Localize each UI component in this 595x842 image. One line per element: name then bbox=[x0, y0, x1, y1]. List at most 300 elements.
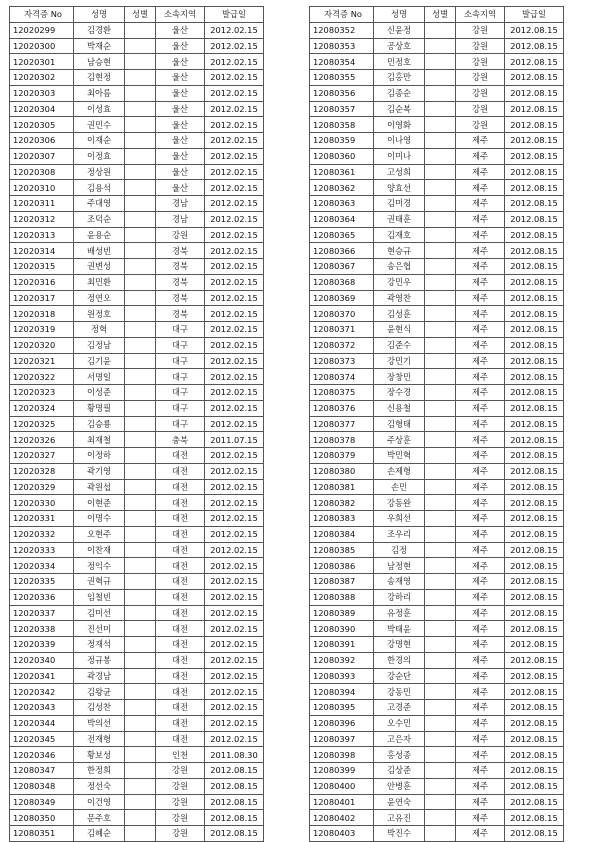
cell-name: 고유진 bbox=[374, 810, 425, 826]
cell-license-no: 12080358 bbox=[310, 117, 374, 133]
cell-gender bbox=[125, 22, 156, 38]
cell-name: 이영화 bbox=[374, 117, 425, 133]
cell-region: 대전 bbox=[156, 637, 205, 653]
cell-issue-date: 2012.08.15 bbox=[505, 274, 564, 290]
cell-issue-date: 2012.08.15 bbox=[505, 826, 564, 842]
cell-region: 제주 bbox=[456, 432, 505, 448]
cell-name: 김재호 bbox=[374, 227, 425, 243]
cell-name: 김미선 bbox=[74, 605, 125, 621]
cell-region: 대전 bbox=[156, 605, 205, 621]
table-row bbox=[10, 479, 264, 495]
cell-name: 김정남 bbox=[74, 337, 125, 353]
cell-license-no: 12080372 bbox=[310, 337, 374, 353]
cell-region: 울산 bbox=[156, 54, 205, 70]
table-row bbox=[310, 259, 564, 275]
cell-region: 울산 bbox=[156, 164, 205, 180]
cell-gender bbox=[125, 526, 156, 542]
cell-issue-date: 2012.08.15 bbox=[505, 463, 564, 479]
cell-region: 제주 bbox=[456, 637, 505, 653]
cell-name: 장창민 bbox=[374, 369, 425, 385]
cell-license-no: 12080389 bbox=[310, 605, 374, 621]
cell-region: 제주 bbox=[456, 763, 505, 779]
table-row bbox=[10, 684, 264, 700]
cell-license-no: 12020339 bbox=[10, 637, 74, 653]
cell-issue-date: 2012.02.15 bbox=[205, 385, 264, 401]
cell-gender bbox=[425, 259, 456, 275]
cell-license-no: 12020334 bbox=[10, 558, 74, 574]
cell-region: 제주 bbox=[456, 164, 505, 180]
cell-gender bbox=[125, 778, 156, 794]
cell-region: 제주 bbox=[456, 306, 505, 322]
header-region: 소속지역 bbox=[456, 7, 505, 23]
cell-issue-date: 2012.02.15 bbox=[205, 38, 264, 54]
cell-gender bbox=[125, 322, 156, 338]
cell-region: 강원 bbox=[156, 794, 205, 810]
cell-issue-date: 2012.08.15 bbox=[505, 180, 564, 196]
cell-name: 이성준 bbox=[74, 385, 125, 401]
table-row bbox=[310, 605, 564, 621]
table-row bbox=[10, 621, 264, 637]
table-row bbox=[10, 180, 264, 196]
cell-name: 김경환 bbox=[74, 22, 125, 38]
table-row bbox=[310, 747, 564, 763]
cell-gender bbox=[425, 416, 456, 432]
table-row bbox=[310, 668, 564, 684]
cell-name: 김승룡 bbox=[74, 416, 125, 432]
cell-region: 강원 bbox=[156, 778, 205, 794]
table-row bbox=[310, 684, 564, 700]
cell-region: 제주 bbox=[456, 353, 505, 369]
table-row bbox=[310, 637, 564, 653]
cell-issue-date: 2012.08.15 bbox=[505, 511, 564, 527]
cell-name: 권민수 bbox=[74, 117, 125, 133]
cell-license-no: 12020342 bbox=[10, 684, 74, 700]
table-row bbox=[10, 322, 264, 338]
cell-region: 대구 bbox=[156, 322, 205, 338]
cell-issue-date: 2012.08.15 bbox=[505, 101, 564, 117]
cell-issue-date: 2012.08.15 bbox=[505, 38, 564, 54]
cell-region: 제주 bbox=[456, 652, 505, 668]
cell-license-no: 12020336 bbox=[10, 589, 74, 605]
cell-region: 강원 bbox=[456, 38, 505, 54]
cell-name: 강동민 bbox=[374, 684, 425, 700]
cell-name: 신윤정 bbox=[374, 22, 425, 38]
cell-name: 전재형 bbox=[74, 731, 125, 747]
cell-license-no: 12080348 bbox=[10, 778, 74, 794]
cell-license-no: 12080401 bbox=[310, 794, 374, 810]
cell-region: 제주 bbox=[456, 526, 505, 542]
cell-gender bbox=[425, 290, 456, 306]
cell-name: 권혁규 bbox=[74, 574, 125, 590]
cell-gender bbox=[425, 54, 456, 70]
cell-region: 강원 bbox=[456, 101, 505, 117]
cell-region: 울산 bbox=[156, 117, 205, 133]
cell-gender bbox=[425, 117, 456, 133]
cell-region: 제주 bbox=[456, 400, 505, 416]
cell-license-no: 12080350 bbox=[10, 810, 74, 826]
cell-license-no: 12080359 bbox=[310, 133, 374, 149]
cell-license-no: 12080398 bbox=[310, 747, 374, 763]
table-row bbox=[10, 652, 264, 668]
cell-name: 안병훈 bbox=[374, 778, 425, 794]
cell-issue-date: 2011.08.30 bbox=[205, 747, 264, 763]
cell-license-no: 12080393 bbox=[310, 668, 374, 684]
cell-name: 남정현 bbox=[374, 558, 425, 574]
table-row bbox=[10, 164, 264, 180]
table-row bbox=[10, 432, 264, 448]
header-license-no: 자격증 No bbox=[10, 7, 74, 23]
cell-region: 경북 bbox=[156, 259, 205, 275]
header-gender: 성별 bbox=[425, 7, 456, 23]
cell-name: 강민기 bbox=[374, 353, 425, 369]
cell-region: 울산 bbox=[156, 101, 205, 117]
table-row bbox=[310, 70, 564, 86]
cell-gender bbox=[425, 196, 456, 212]
cell-region: 대전 bbox=[156, 684, 205, 700]
cell-gender bbox=[125, 558, 156, 574]
cell-gender bbox=[125, 668, 156, 684]
cell-gender bbox=[425, 763, 456, 779]
cell-issue-date: 2012.02.15 bbox=[205, 70, 264, 86]
cell-name: 조덕순 bbox=[74, 211, 125, 227]
table-row bbox=[310, 621, 564, 637]
cell-issue-date: 2012.08.15 bbox=[505, 385, 564, 401]
cell-license-no: 12020341 bbox=[10, 668, 74, 684]
cell-gender bbox=[125, 810, 156, 826]
cell-region: 강원 bbox=[456, 22, 505, 38]
cell-region: 경북 bbox=[156, 290, 205, 306]
cell-name: 강순단 bbox=[374, 668, 425, 684]
cell-license-no: 12020307 bbox=[10, 148, 74, 164]
cell-license-no: 12080380 bbox=[310, 463, 374, 479]
cell-issue-date: 2012.02.15 bbox=[205, 511, 264, 527]
cell-license-no: 12080392 bbox=[310, 652, 374, 668]
cell-gender bbox=[125, 274, 156, 290]
cell-issue-date: 2012.02.15 bbox=[205, 637, 264, 653]
cell-license-no: 12020324 bbox=[10, 400, 74, 416]
header-issue-date: 발급일 bbox=[205, 7, 264, 23]
cell-region: 제주 bbox=[456, 133, 505, 149]
cell-issue-date: 2012.08.15 bbox=[505, 542, 564, 558]
cell-issue-date: 2012.02.15 bbox=[205, 652, 264, 668]
cell-license-no: 12080367 bbox=[310, 259, 374, 275]
table-row bbox=[310, 448, 564, 464]
cell-region: 대전 bbox=[156, 731, 205, 747]
cell-gender bbox=[425, 38, 456, 54]
table-row bbox=[310, 38, 564, 54]
cell-region: 제주 bbox=[456, 826, 505, 842]
table-row bbox=[10, 369, 264, 385]
table-row bbox=[310, 353, 564, 369]
cell-region: 제주 bbox=[456, 211, 505, 227]
table-row bbox=[10, 243, 264, 259]
cell-name: 박재순 bbox=[74, 38, 125, 54]
table-row bbox=[310, 558, 564, 574]
table-row bbox=[310, 148, 564, 164]
cell-region: 제주 bbox=[456, 778, 505, 794]
cell-license-no: 12080378 bbox=[310, 432, 374, 448]
table-row bbox=[310, 227, 564, 243]
cell-license-no: 12020346 bbox=[10, 747, 74, 763]
header-row bbox=[310, 7, 564, 23]
cell-name: 우희선 bbox=[374, 511, 425, 527]
roster-table-right bbox=[309, 6, 564, 842]
cell-license-no: 12020327 bbox=[10, 448, 74, 464]
cell-license-no: 12020315 bbox=[10, 259, 74, 275]
cell-name: 황명필 bbox=[74, 400, 125, 416]
cell-issue-date: 2012.08.15 bbox=[505, 148, 564, 164]
cell-region: 제주 bbox=[456, 416, 505, 432]
cell-issue-date: 2012.02.15 bbox=[205, 133, 264, 149]
cell-gender bbox=[425, 511, 456, 527]
cell-issue-date: 2011.07.15 bbox=[205, 432, 264, 448]
cell-license-no: 12020332 bbox=[10, 526, 74, 542]
table-row bbox=[310, 731, 564, 747]
cell-region: 대전 bbox=[156, 542, 205, 558]
cell-license-no: 12080352 bbox=[310, 22, 374, 38]
cell-name: 배성빈 bbox=[74, 243, 125, 259]
cell-issue-date: 2012.02.15 bbox=[205, 196, 264, 212]
cell-region: 경북 bbox=[156, 274, 205, 290]
cell-license-no: 12020310 bbox=[10, 180, 74, 196]
cell-issue-date: 2012.08.15 bbox=[505, 85, 564, 101]
cell-issue-date: 2012.08.15 bbox=[505, 589, 564, 605]
cell-gender bbox=[125, 731, 156, 747]
table-row bbox=[310, 337, 564, 353]
cell-issue-date: 2012.02.15 bbox=[205, 306, 264, 322]
cell-license-no: 12020343 bbox=[10, 700, 74, 716]
cell-license-no: 12020337 bbox=[10, 605, 74, 621]
cell-license-no: 12080360 bbox=[310, 148, 374, 164]
cell-name: 이정하 bbox=[74, 448, 125, 464]
cell-gender bbox=[125, 148, 156, 164]
cell-name: 한경의 bbox=[374, 652, 425, 668]
cell-issue-date: 2012.08.15 bbox=[505, 117, 564, 133]
cell-region: 경남 bbox=[156, 211, 205, 227]
cell-license-no: 12080385 bbox=[310, 542, 374, 558]
cell-license-no: 12080383 bbox=[310, 511, 374, 527]
cell-gender bbox=[425, 448, 456, 464]
cell-name: 강명현 bbox=[374, 637, 425, 653]
cell-region: 울산 bbox=[156, 133, 205, 149]
cell-region: 제주 bbox=[456, 463, 505, 479]
table-row bbox=[310, 810, 564, 826]
cell-license-no: 12020340 bbox=[10, 652, 74, 668]
cell-gender bbox=[125, 101, 156, 117]
cell-name: 주대영 bbox=[74, 196, 125, 212]
header-name: 성명 bbox=[74, 7, 125, 23]
cell-gender bbox=[425, 385, 456, 401]
cell-region: 대구 bbox=[156, 337, 205, 353]
cell-gender bbox=[125, 495, 156, 511]
cell-region: 울산 bbox=[156, 148, 205, 164]
cell-license-no: 12080353 bbox=[310, 38, 374, 54]
cell-license-no: 12080402 bbox=[310, 810, 374, 826]
cell-license-no: 12020299 bbox=[10, 22, 74, 38]
cell-issue-date: 2012.02.15 bbox=[205, 117, 264, 133]
cell-gender bbox=[125, 511, 156, 527]
cell-name: 이성효 bbox=[74, 101, 125, 117]
table-row bbox=[310, 479, 564, 495]
cell-issue-date: 2012.08.15 bbox=[205, 826, 264, 842]
cell-region: 대구 bbox=[156, 385, 205, 401]
cell-name: 최재철 bbox=[74, 432, 125, 448]
cell-license-no: 12080363 bbox=[310, 196, 374, 212]
cell-gender bbox=[125, 621, 156, 637]
cell-license-no: 12080379 bbox=[310, 448, 374, 464]
header-region: 소속지역 bbox=[156, 7, 205, 23]
table-row bbox=[10, 38, 264, 54]
cell-license-no: 12080362 bbox=[310, 180, 374, 196]
cell-region: 제주 bbox=[456, 259, 505, 275]
cell-gender bbox=[425, 668, 456, 684]
cell-region: 제주 bbox=[456, 495, 505, 511]
cell-gender bbox=[125, 652, 156, 668]
cell-issue-date: 2012.02.15 bbox=[205, 148, 264, 164]
cell-issue-date: 2012.02.15 bbox=[205, 684, 264, 700]
cell-license-no: 12080365 bbox=[310, 227, 374, 243]
cell-gender bbox=[125, 589, 156, 605]
cell-license-no: 12080387 bbox=[310, 574, 374, 590]
table-row bbox=[310, 180, 564, 196]
cell-license-no: 12080351 bbox=[10, 826, 74, 842]
cell-license-no: 12080361 bbox=[310, 164, 374, 180]
table-row bbox=[10, 274, 264, 290]
cell-issue-date: 2012.08.15 bbox=[505, 637, 564, 653]
table-row bbox=[10, 117, 264, 133]
cell-region: 대전 bbox=[156, 511, 205, 527]
header-name: 성명 bbox=[374, 7, 425, 23]
cell-name: 김용석 bbox=[74, 180, 125, 196]
cell-issue-date: 2012.08.15 bbox=[505, 479, 564, 495]
cell-license-no: 12020304 bbox=[10, 101, 74, 117]
cell-issue-date: 2012.08.15 bbox=[205, 810, 264, 826]
cell-license-no: 12020303 bbox=[10, 85, 74, 101]
cell-region: 강원 bbox=[456, 85, 505, 101]
cell-region: 강원 bbox=[456, 117, 505, 133]
cell-gender bbox=[125, 684, 156, 700]
table-row bbox=[310, 763, 564, 779]
cell-gender bbox=[125, 180, 156, 196]
cell-license-no: 12080349 bbox=[10, 794, 74, 810]
cell-license-no: 12080399 bbox=[310, 763, 374, 779]
cell-issue-date: 2012.08.15 bbox=[505, 558, 564, 574]
cell-issue-date: 2012.02.15 bbox=[205, 164, 264, 180]
cell-gender bbox=[125, 463, 156, 479]
cell-region: 강원 bbox=[156, 763, 205, 779]
table-row bbox=[310, 715, 564, 731]
cell-name: 진선미 bbox=[74, 621, 125, 637]
cell-name: 최민환 bbox=[74, 274, 125, 290]
cell-issue-date: 2012.08.15 bbox=[505, 416, 564, 432]
cell-gender bbox=[425, 778, 456, 794]
cell-name: 김성훈 bbox=[374, 306, 425, 322]
cell-name: 원정호 bbox=[74, 306, 125, 322]
cell-gender bbox=[125, 38, 156, 54]
cell-gender bbox=[425, 652, 456, 668]
cell-name: 강동완 bbox=[374, 495, 425, 511]
cell-gender bbox=[425, 274, 456, 290]
table-row bbox=[310, 432, 564, 448]
cell-gender bbox=[125, 290, 156, 306]
cell-issue-date: 2012.08.15 bbox=[505, 196, 564, 212]
cell-name: 오수민 bbox=[374, 715, 425, 731]
cell-issue-date: 2012.08.15 bbox=[505, 652, 564, 668]
cell-region: 제주 bbox=[456, 558, 505, 574]
cell-name: 김미경 bbox=[374, 196, 425, 212]
cell-issue-date: 2012.02.15 bbox=[205, 731, 264, 747]
cell-license-no: 12080374 bbox=[310, 369, 374, 385]
cell-region: 경북 bbox=[156, 243, 205, 259]
cell-issue-date: 2012.08.15 bbox=[505, 22, 564, 38]
cell-region: 제주 bbox=[456, 369, 505, 385]
cell-region: 인천 bbox=[156, 747, 205, 763]
cell-gender bbox=[125, 715, 156, 731]
cell-name: 손제형 bbox=[374, 463, 425, 479]
cell-license-no: 12020314 bbox=[10, 243, 74, 259]
cell-gender bbox=[125, 826, 156, 842]
cell-license-no: 12080388 bbox=[310, 589, 374, 605]
table-row bbox=[310, 22, 564, 38]
cell-name: 김성찬 bbox=[74, 700, 125, 716]
cell-issue-date: 2012.02.15 bbox=[205, 700, 264, 716]
cell-region: 강원 bbox=[156, 227, 205, 243]
cell-name: 최아름 bbox=[74, 85, 125, 101]
cell-region: 제주 bbox=[456, 148, 505, 164]
cell-name: 정선숙 bbox=[74, 778, 125, 794]
cell-gender bbox=[425, 22, 456, 38]
cell-name: 홍성종 bbox=[374, 747, 425, 763]
cell-license-no: 12080369 bbox=[310, 290, 374, 306]
cell-gender bbox=[125, 432, 156, 448]
cell-name: 박민혁 bbox=[374, 448, 425, 464]
cell-name: 황보성 bbox=[74, 747, 125, 763]
cell-issue-date: 2012.08.15 bbox=[505, 668, 564, 684]
cell-region: 경북 bbox=[156, 306, 205, 322]
table-row bbox=[10, 668, 264, 684]
cell-issue-date: 2012.08.15 bbox=[505, 337, 564, 353]
cell-region: 제주 bbox=[456, 180, 505, 196]
cell-issue-date: 2012.08.15 bbox=[505, 133, 564, 149]
cell-license-no: 12080347 bbox=[10, 763, 74, 779]
cell-issue-date: 2012.08.15 bbox=[505, 731, 564, 747]
cell-license-no: 12080371 bbox=[310, 322, 374, 338]
cell-name: 남승현 bbox=[74, 54, 125, 70]
cell-region: 울산 bbox=[156, 85, 205, 101]
cell-name: 이건영 bbox=[74, 794, 125, 810]
cell-region: 제주 bbox=[456, 322, 505, 338]
cell-region: 대전 bbox=[156, 700, 205, 716]
table-row bbox=[310, 574, 564, 590]
cell-issue-date: 2012.08.15 bbox=[505, 605, 564, 621]
cell-name: 곽영찬 bbox=[374, 290, 425, 306]
cell-issue-date: 2012.08.15 bbox=[505, 369, 564, 385]
cell-issue-date: 2012.08.15 bbox=[505, 495, 564, 511]
table-row bbox=[10, 54, 264, 70]
table-row bbox=[10, 731, 264, 747]
cell-license-no: 12020344 bbox=[10, 715, 74, 731]
cell-gender bbox=[425, 306, 456, 322]
cell-gender bbox=[125, 133, 156, 149]
cell-region: 강원 bbox=[156, 826, 205, 842]
cell-license-no: 12020308 bbox=[10, 164, 74, 180]
cell-name: 박의선 bbox=[74, 715, 125, 731]
cell-license-no: 12080391 bbox=[310, 637, 374, 653]
cell-issue-date: 2012.08.15 bbox=[205, 794, 264, 810]
table-row bbox=[10, 196, 264, 212]
cell-license-no: 12080364 bbox=[310, 211, 374, 227]
cell-issue-date: 2012.02.15 bbox=[205, 54, 264, 70]
